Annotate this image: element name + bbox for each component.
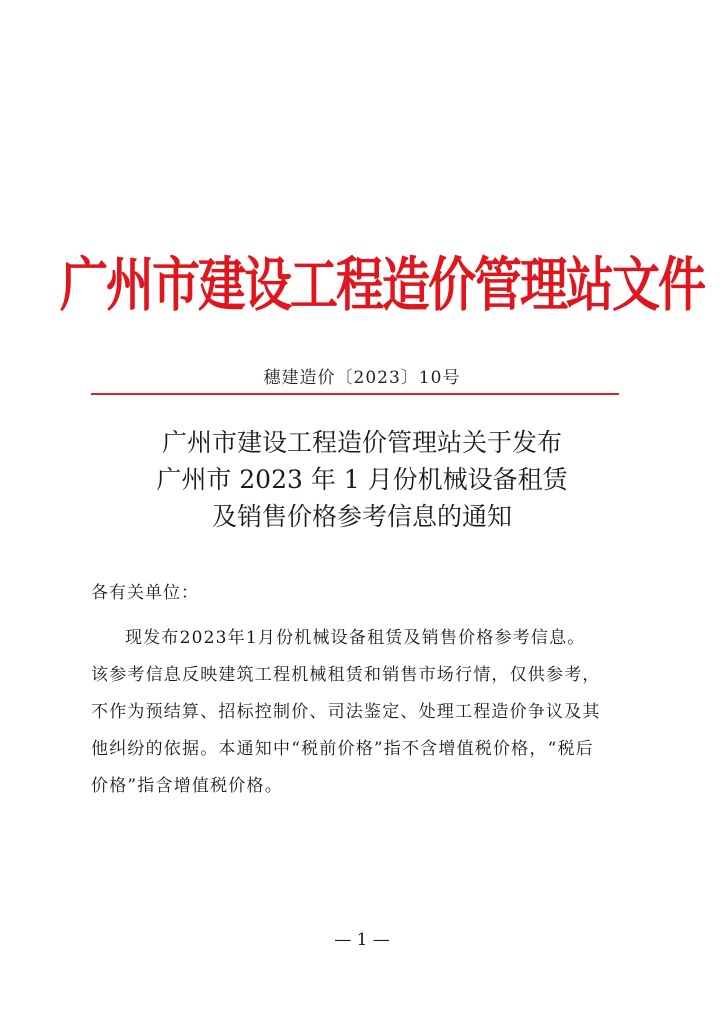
page-number: — 1 — — [334, 930, 390, 950]
issuing-authority-header: 广州市建设工程造价管理站文件 — [60, 251, 705, 320]
notice-title-line-1: 广州市建设工程造价管理站关于发布 — [161, 428, 562, 457]
salutation: 各有关单位： — [91, 583, 199, 603]
body-line-3: 不作为预结算、招标控制价、司法鉴定、处理工程造价争议及其 — [91, 702, 601, 722]
body-line-2: 该参考信息反映建筑工程机械租赁和销售市场行情，仅供参考， — [91, 665, 601, 685]
document-number: 穗建造价〔2023〕10号 — [263, 368, 461, 388]
body-line-1: 现发布2023年1月份机械设备租赁及销售价格参考信息。 — [125, 628, 586, 648]
body-paragraph — [91, 620, 636, 805]
notice-title-line-3: 及销售价格参考信息的通知 — [211, 502, 512, 531]
body-line-4: 他纠纷的依据。本通知中“税前价格”指不含增值税价格，“税后 — [91, 739, 594, 759]
notice-title-line-2: 广州市 2023 年 1 月份机械设备租赁 — [156, 465, 568, 494]
body-line-5: 价格”指含增值税价格。 — [91, 776, 283, 796]
notice-title — [60, 424, 664, 535]
red-divider-line — [91, 393, 619, 395]
